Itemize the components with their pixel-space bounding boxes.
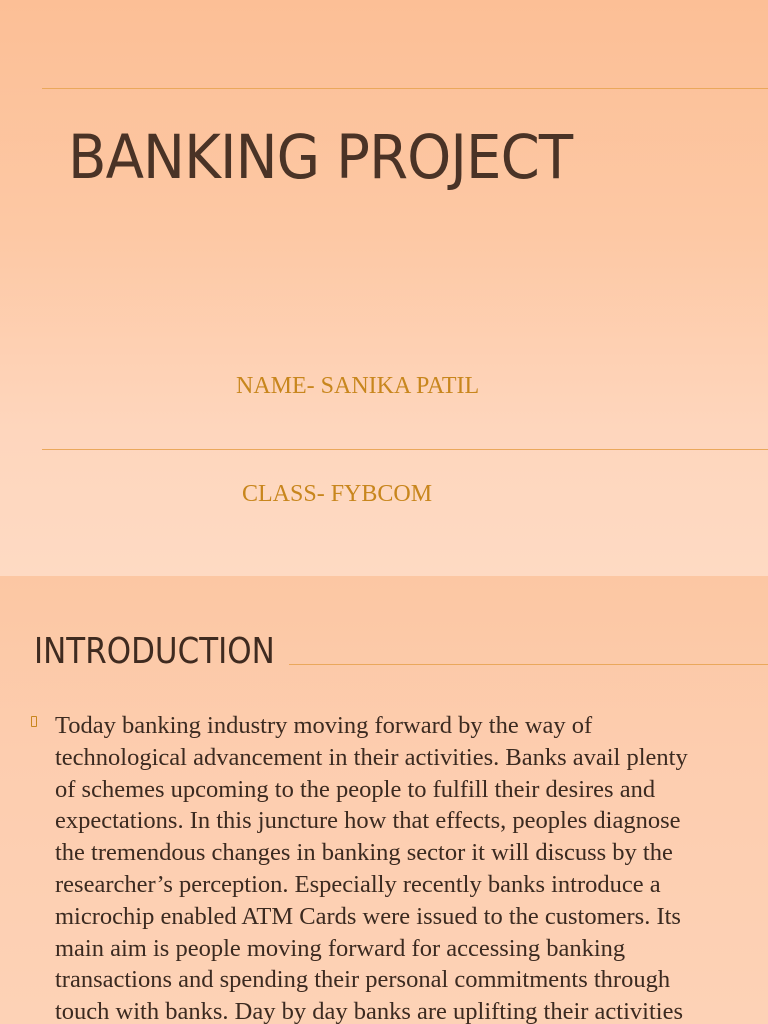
slide-title: BANKING PROJECT <box>68 122 573 193</box>
paragraph-line: the tremendous changes in banking sector it will discuss by the <box>55 839 673 867</box>
introduction-paragraph <box>55 710 745 1024</box>
paragraph-line: main aim is people moving forward for accessing banking <box>55 934 626 962</box>
introduction-heading: INTRODUCTION <box>34 631 275 672</box>
student-class: CLASS- FYBCOM <box>236 481 433 507</box>
student-details <box>236 296 479 576</box>
paragraph-line: of schemes upcoming to the people to fulfill their desires and <box>55 775 656 803</box>
paragraph-line: technological advancement in their activities. Banks avail plenty <box>55 743 688 771</box>
paragraph-line: expectations. In this juncture how that effects, peoples diagnose <box>55 807 681 835</box>
paragraph-line: Today banking industry moving forward by the way of <box>55 712 593 739</box>
bottom-divider <box>42 449 768 450</box>
square-bullet-icon <box>31 716 37 727</box>
student-name: NAME- SANIKA PATIL <box>236 373 480 399</box>
paragraph-line: microchip enabled ATM Cards were issued to the customers. Its <box>55 902 681 930</box>
introduction-slide <box>0 576 768 1024</box>
paragraph-line: transactions and spending their personal commitments through <box>55 966 671 994</box>
heading-divider <box>289 664 768 665</box>
top-divider <box>42 88 768 89</box>
paragraph-line: researcher’s perception. Especially recently banks introduce a <box>55 870 661 898</box>
paragraph-line: touch with banks. Day by day banks are uplifting their activities <box>55 998 684 1024</box>
